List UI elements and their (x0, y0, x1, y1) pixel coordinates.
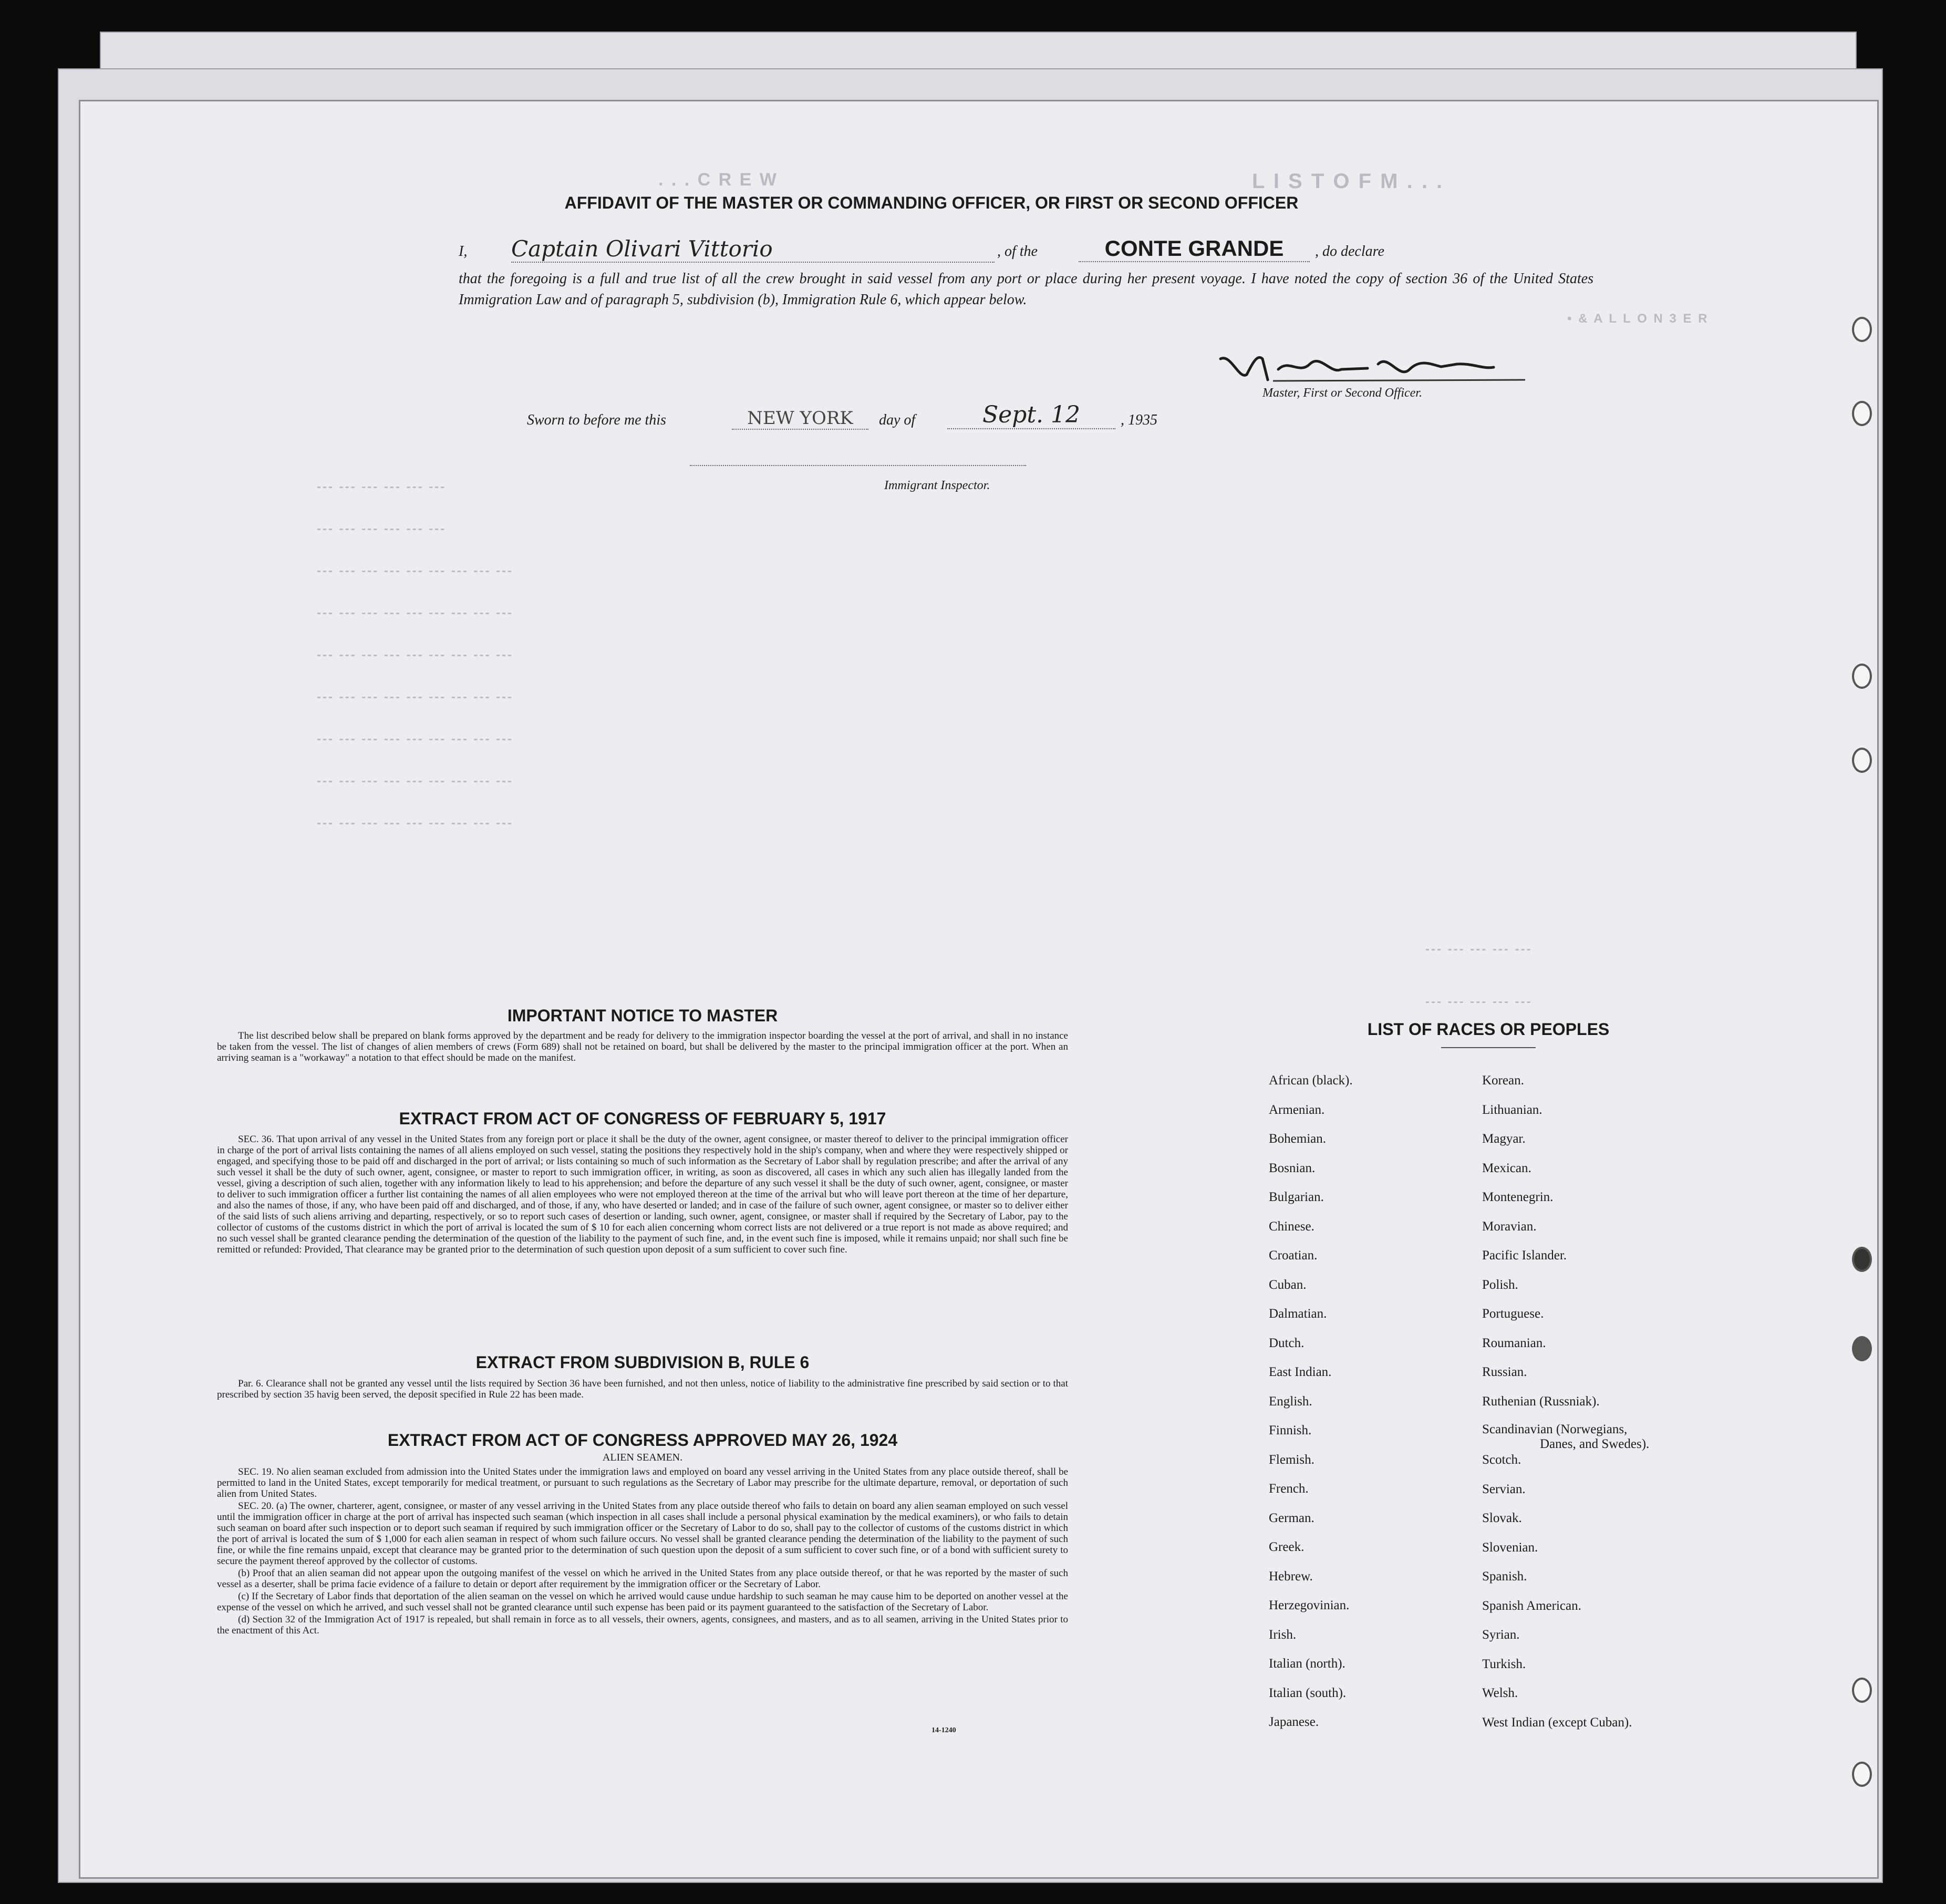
race-item: African (black). (1269, 1073, 1353, 1088)
section-19-paragraph: SEC. 19. No alien seaman excluded from admission into the United States under the immigration laws and employed on board any vessel arriving in the United States from any place outside thereof, shall be permitted to land in the United States, except temporarily for medical treatment, or pursuant to such regulations as the Secretary of Labor may prescribe for the ultimate departure, removal, or deportation of such alien from United States. (217, 1466, 1068, 1499)
extract-1917-body (217, 1134, 1068, 1256)
race-item: Bohemian. (1269, 1132, 1327, 1146)
races-title-rule (1441, 1047, 1536, 1048)
race-item: German. (1269, 1510, 1314, 1525)
affidavit-title: AFFIDAVIT OF THE MASTER OR COMMANDING OFFICER, OR FIRST OR SECOND OFFICER (564, 193, 1299, 212)
race-item: Pacific Islander. (1482, 1248, 1567, 1263)
master-signature-name: Captain Olivari Vittorio (511, 236, 995, 263)
race-item: Croatian. (1269, 1248, 1318, 1263)
race-item: Polish. (1482, 1277, 1518, 1292)
punch-hole (1852, 1247, 1872, 1272)
punch-hole (1852, 1336, 1872, 1361)
race-item: Japanese. (1269, 1715, 1319, 1729)
notice-title: IMPORTANT NOTICE TO MASTER (507, 1006, 778, 1025)
race-item: Dutch. (1269, 1336, 1305, 1350)
race-item: Slovenian. (1482, 1540, 1538, 1555)
extract-rule6-body (217, 1378, 1068, 1401)
extract-1924-subtitle: ALIEN SEAMEN. (602, 1452, 683, 1463)
race-item: Portuguese. (1482, 1307, 1544, 1321)
race-item: Danes, and Swedes). (1540, 1437, 1650, 1451)
day-of-label: day of (879, 412, 916, 428)
race-item: Slovak. (1482, 1511, 1522, 1525)
race-item: Korean. (1482, 1073, 1524, 1088)
race-item: Greek. (1269, 1540, 1305, 1554)
affidavit-body: that the foregoing is a full and true list of all the crew brought in said vessel from any port or place during her present voyage. I have noted the copy of section 36 of the United States Immigration Law and of paragraph 5, subdivision (b), Immigration Rule 6, which appear below. (459, 271, 1593, 308)
race-item: Ruthenian (Russniak). (1482, 1394, 1600, 1409)
race-item: Syrian. (1482, 1628, 1520, 1642)
race-item: Bosnian. (1269, 1161, 1316, 1175)
inspector-caption: Immigrant Inspector. (884, 479, 990, 492)
sworn-place: NEW YORK (732, 408, 868, 430)
race-item: Scandinavian (Norwegians, (1482, 1422, 1628, 1436)
race-item: Hebrew. (1269, 1569, 1313, 1584)
document-page: L I S T O F M . . . . . . C R E W • & A L L O N 3 E R --- --- --- --- --- --- --- --- --- --- --- --- --- --- --- --- --- --- --- --- --- --- --- --- --- --- --- --- --- --- --- --- --- --- --- --- --- --- --- --- --- --- --- --- --- --- --- --- --- --- --- --- --- --- --- --- --- --- --- --- --- --- --- --- --- --- --- --- --- --- --- --- --- --- --- --- --- --- --- --- --- --- --- --- --- AFFIDAVIT OF THE MASTER OR COMMANDING OFFICER, OR FIRST OR SECOND OFFICER I, Captain Olivari Vittorio , of the CONTE GRANDE , do declare that the foregoing is a full and true list of all the crew brought in said vessel from any port or place during her present voyage. I have noted the copy of section 36 of the United States Immigration Law and of paragraph 5, subdivision (b), Immigration Rule 6, which appear below. Master, First or Second Officer. Sworn to before me this NEW YORK day of Sept. 12 , 1935 Immigrant Inspector. IMPORTANT NOTICE TO MASTER The list described below shall be prepared on blank forms approved by the department and be ready for delivery to the immigration inspector boarding the vessel at the port of arrival, and shall in no instance be taken from the vessel. The list of changes of alien members of crews (Form 689) shall not be retained on board, but shall be delivered by the master to the principal immigration officer at the port. When an arriving seaman is a "workaway" a notation to that effect should be made on the manifest. EXTRACT FROM ACT OF CONGRESS OF FEBRUARY 5, 1917 SEC. 36. That upon arrival of any vessel in the United States from any foreign port or place it shall be the duty of the owner, agent consignee, or master thereof to deliver to the principal immigration officer in charge of the port of arrival lists containing the names of all aliens employed on such vessel, stating the positions they respectively hold in the ship's company, when and where they were respectively shipped or engaged, and specifying those to be paid off and discharged in the port of arrival; or lists containing so much of such information as the Secretary of Labor shall by regulation prescribe; and after the arrival of any such vessel it shall be the duty of such owner, agent, consignee, or master to report to such immigration officer, in writing, as soon as discovered, all cases in which any such alien has illegally landed from the vessel, giving a description of such alien, together with any information likely to lead to his apprehension; and before the departure of any such vessel it shall be the duty of such owner, agent, consignee, or master to deliver to such immigration officer a further list containing the names of all alien employees who were not employed thereon at the time of the arrival but who will leave port thereon at the time of her departure, and also the names of those, if any, who have been paid off and discharged, and of those, if any, who have deserted or landed; and in case of the failure of such owner, agent consignee, or master so to deliver either of the said lists of such aliens arriving and departing, respectively, or so to report such cases of desertion or landing, such owner, agent, consignee, or master shall if required by the Secretary of Labor, pay to the collector of customs of the customs district in which the port of arrival is located the sum of $ 10 for each alien concerning whom correct lists are not delivered or a true report is not made as above required; and no such vessel shall be granted clearance pending the determination of the question of the liability to the payment of such fine, and, in the event such fine is imposed, while it remains unpaid; nor shall such fine be remitted or refunded: Provided, That clearance may be granted prior to the determination of such question upon deposit of a sum sufficient to cover such fine. EXTRACT FROM SUBDIVISION B, RULE 6 Par. 6. Clearance shall not be granted any vessel until the lists required by Section 36 have been furnished, and not then unless, notice of liability to the administrative fine prescribed by said section or to that prescribed by section 35 havig been served, the deposit specified in Rule 22 has been made. EXTRACT FROM ACT OF CONGRESS APPROVED MAY 26, 1924 ALIEN SEAMEN. SEC. 19. No alien seaman excluded from admission into the United States under the immigration laws and employed on board any vessel arriving in the United States from any place outside thereof, shall be permitted to land in the United States, except temporarily for medical treatment, or pursuant to such regulations as the Secretary of Labor may prescribe for the ultimate departure, removal, or deportation of such alien from United States. SEC. 20. (a) The owner, charterer, agent, consignee, or master of any vessel arriving in the United States from any place outside thereof who fails to detain on board any alien seaman employed on such vessel until the immigration officer in charge at the port of arrival has inspected such seaman (which inspection in all cases shall include a personal physical examination by the medical examiners), or who fails to detain such seaman on board after such inspection or to deport such seaman if required by such immigration officer or the Secretary of Labor to do so, shall pay to the collector of customs of the customs district in which the port of arrival is located the sum of $ 1,000 for each alien seaman in respect of whom such failure occurs. No vessel shall be granted clearance pending the determination of the liability to the payment of such fine, or while the fine remains unpaid, except that clearance may be granted prior to the determination of such question upon the deposit of a sum sufficient to cover such fine, or of a bond with sufficient surety to secure the payment thereof approved by the collector of customs. (b) Proof that an alien seaman did not appear upon the outgoing manifest of the vessel on which he arrived in the United States from any place outside thereof, or that he was reported by the master of such vessel as a deserter, shall be prima facie evidence of a failure to detain or deport after requirement by the immigration officer or the Secretary of Labor. (c) If the Secretary of Labor finds that deportation of the alien seaman on the vessel on which he arrived would cause undue hardship to such seaman he may cause him to be deported on another vessel at the expense of the vessel on which he arrived, and such vessel shall not be granted clearance until such expense has been paid or its payment guaranteed to the satisfaction of the Secretary of Labor. (d) Section 32 of the Immigration Act of 1917 is repealed, but shall remain in force as to all vessels, their owners, agents, consignees, and masters, and as to all seamen, arriving in the United States prior to the enactment of this Act. 14-1240 LIST OF RACES OR PEOPLES African (black). Armenian. Bohemian. Bosnian. Bulgarian. Chinese. Croatian. Cuban. Dalmatian. Dutch. East Indian. English. Finnish. Flemish. French. German. Greek. Hebrew. Herzegovinian. Irish. Italian (north). Italian (south). Japanese. Korean. Lithuanian. Magyar. Mexican. Montenegrin. Moravian. Pacific Islander. Polish. Portuguese. Roumanian. Russian. Ruthenian (Russniak). Scandinavian (Norwegians, Danes, and Swedes). Scotch. Servian. Slovak. Slovenian. Spanish. Spanish American. Syrian. Turkish. Welsh. West Indian (except Cuban). (79, 100, 1879, 1879)
race-item: Chinese. (1269, 1219, 1314, 1234)
section-20d-paragraph: (d) Section 32 of the Immigration Act of 1917 is repealed, but shall remain in force as to all vessels, their owners, agents, consignees, and masters, and as to all seamen, arriving in the United States prior to the enactment of this Act. (217, 1614, 1068, 1636)
rule6-paragraph: Par. 6. Clearance shall not be granted any vessel until the lists required by Section 36 have been furnished, and not then unless, notice of liability to the administrative fine prescribed by said section or to that prescribed by section 35 havig been served, the deposit specified in Rule 22 has been made. (217, 1378, 1068, 1400)
race-item: Scotch. (1482, 1453, 1521, 1467)
races-right-column (1482, 1066, 1649, 1737)
race-item: Cuban. (1269, 1277, 1307, 1292)
vessel-name: CONTE GRANDE (1079, 236, 1310, 262)
race-item: Flemish. (1269, 1452, 1314, 1467)
sworn-prefix: Sworn to before me this (527, 412, 666, 428)
sworn-year: , 1935 (1121, 412, 1157, 428)
race-item: Welsh. (1482, 1686, 1518, 1700)
notice-body (217, 1030, 1068, 1064)
section-20c-paragraph: (c) If the Secretary of Labor finds that deportation of the alien seaman on the vessel on which he arrived would cause undue hardship to such seaman he may cause him to be deported on another vessel at the expense of the vessel on which he arrived, and such vessel shall not be granted clearance until such expense has been paid or its payment guaranteed to the satisfaction of the Secretary of Labor. (217, 1591, 1068, 1613)
race-item: Lithuanian. (1482, 1102, 1543, 1117)
race-item: Italian (south). (1269, 1685, 1347, 1700)
punch-hole (1852, 401, 1872, 426)
master-caption: Master, First or Second Officer. (1262, 386, 1422, 400)
extract-1924-body (217, 1466, 1068, 1637)
inspector-signature-line (690, 464, 1026, 466)
race-item: English. (1269, 1394, 1312, 1409)
race-item: Herzegovinian. (1269, 1598, 1350, 1612)
sworn-date: Sept. 12 (947, 401, 1115, 429)
punch-hole (1852, 1678, 1872, 1703)
race-item: Finnish. (1269, 1423, 1312, 1437)
race-item: Dalmatian. (1269, 1307, 1327, 1321)
races-title: LIST OF RACES OR PEOPLES (1367, 1020, 1610, 1039)
punch-hole (1852, 664, 1872, 689)
race-item: Italian (north). (1269, 1657, 1345, 1671)
section-20a-paragraph: SEC. 20. (a) The owner, charterer, agent, consignee, or master of any vessel arriving in the United States from any place outside thereof who fails to detain on board any alien seaman employed on such vessel until the immigration officer in charge at the port of arrival has inspected such seaman (which inspection in all cases shall include a personal physical examination by the medical examiners), or who fails to detain such seaman on board after such inspection or to deport such seaman if required by such immigration officer or the Secretary of Labor to do so, shall pay to the collector of customs of the customs district in which the port of arrival is located the sum of $ 1,000 for each alien seaman in respect of whom such failure occurs. No vessel shall be granted clearance pending the determination of the liability to the payment of such fine, or while the fine remains unpaid, except that clearance may be granted prior to the determination of such question upon the deposit of a sum sufficient to cover such fine, or of a bond with sufficient surety to secure the payment thereof approved by the collector of customs. (217, 1501, 1068, 1567)
race-item: Turkish. (1482, 1657, 1526, 1671)
race-item: Irish. (1269, 1627, 1297, 1642)
race-item: Magyar. (1482, 1132, 1526, 1146)
of-the-label: , of the (997, 243, 1038, 260)
punch-hole (1852, 317, 1872, 342)
race-item: Roumanian. (1482, 1336, 1546, 1350)
race-item: West Indian (except Cuban). (1482, 1715, 1632, 1730)
extract-1924-title: EXTRACT FROM ACT OF CONGRESS APPROVED MAY 26, 1924 (387, 1431, 898, 1450)
sworn-line (527, 403, 1368, 435)
extract-1917-title: EXTRACT FROM ACT OF CONGRESS OF FEBRUARY 5, 1917 (399, 1109, 886, 1128)
form-number: 14-1240 (931, 1726, 956, 1734)
race-item: Montenegrin. (1482, 1190, 1554, 1204)
race-item: Armenian. (1269, 1102, 1325, 1117)
race-item: Spanish. (1482, 1569, 1527, 1584)
section-36-paragraph: SEC. 36. That upon arrival of any vessel in the United States from any foreign port or place it shall be the duty of the owner, agent consignee, or master thereof to deliver to the principal immigration officer in charge of the port of arrival lists containing the names of all aliens employed on such vessel, stating the positions they respectively hold in the ship's company, when and where they were respectively shipped or engaged, and specifying those to be paid off and discharged in the port of arrival; or lists containing so much of such information as the Secretary of Labor shall by regulation prescribe; and after the arrival of any such vessel it shall be the duty of such owner, agent, consignee, or master to report to such immigration officer, in writing, as soon as discovered, all cases in which any such alien has illegally landed from the vessel, giving a description of such alien, together with any information likely to lead to his apprehension; and before the departure of any such vessel it shall be the duty of such owner, agent, consignee, or master to deliver to such immigration officer a further list containing the names of all alien employees who were not employed thereon at the time of the arrival but who will leave port thereon at the time of her departure, and also the names of those, if any, who have been paid off and discharged, and of those, if any, who have deserted or landed; and in case of the failure of such owner, agent consignee, or master so to deliver either of the said lists of such aliens arriving and departing, respectively, or so to report such cases of desertion or landing, such owner, agent, consignee, or master shall if required by the Secretary of Labor, pay to the collector of customs of the customs district in which the port of arrival is located the sum of $ 10 for each alien concerning whom correct lists are not delivered or a true report is not made as above required; and no such vessel shall be granted clearance pending the determination of the question of the liability to the payment of such fine, and, in the event such fine is imposed, while it remains unpaid; nor shall such fine be remitted or refunded: Provided, That clearance may be granted prior to the determination of such question upon deposit of a sum sufficient to cover such fine. (217, 1134, 1068, 1255)
race-item: Russian. (1482, 1365, 1527, 1379)
race-item: Moravian. (1482, 1219, 1537, 1234)
race-item: French. (1269, 1482, 1309, 1496)
race-item: Servian. (1482, 1482, 1526, 1496)
master-signature (1210, 348, 1536, 390)
affidavit-prefix: I, (459, 243, 468, 260)
race-item: Bulgarian. (1269, 1190, 1324, 1204)
section-20b-paragraph: (b) Proof that an alien seaman did not appear upon the outgoing manifest of the vessel on which he arrived in the United States from any place outside thereof, or that he was reported by the master of such vessel as a deserter, shall be prima facie evidence of a failure to detain or deport after requirement by the immigration officer or the Secretary of Labor. (217, 1568, 1068, 1590)
extract-rule6-title: EXTRACT FROM SUBDIVISION B, RULE 6 (475, 1353, 810, 1372)
race-item: East Indian. (1269, 1365, 1332, 1379)
punch-hole (1852, 748, 1872, 773)
races-left-column (1269, 1066, 1353, 1737)
punch-hole (1852, 1762, 1872, 1787)
race-item: Mexican. (1482, 1161, 1531, 1175)
race-item: Spanish American. (1482, 1598, 1581, 1613)
notice-paragraph: The list described below shall be prepared on blank forms approved by the department and be ready for delivery to the immigration inspector boarding the vessel at the port of arrival, and shall in no instance be taken from the vessel. The list of changes of alien members of crews (Form 689) shall not be retained on board, but shall be delivered by the master to the principal immigration officer at the port. When an arriving seaman is a "workaway" a notation to that effect should be made on the manifest. (217, 1030, 1068, 1063)
affidavit-declaration-line (459, 236, 1593, 265)
do-declare-label: , do declare (1315, 243, 1384, 260)
